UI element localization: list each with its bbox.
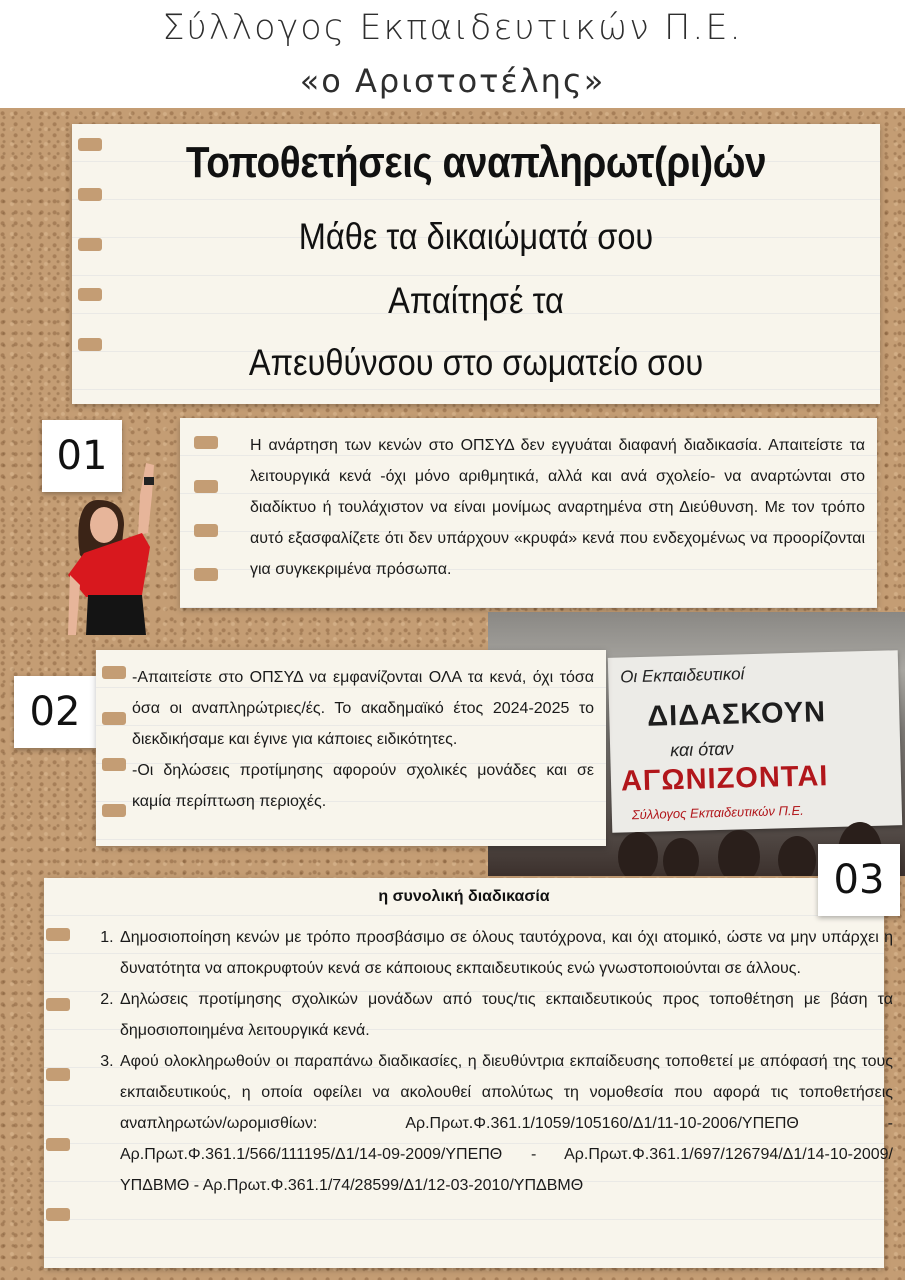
section-number-01: 01 [42, 420, 122, 492]
paper-tear [46, 1068, 70, 1081]
section-3-note [44, 878, 893, 1268]
section-1-note [180, 418, 877, 608]
section-2-note [96, 650, 606, 846]
section-1-text: Η ανάρτηση των κενών στο ΟΠΣΥΔ δεν εγγυάται διαφανή διαδικασία. Απαιτείστε τα λειτουργικά κενά -όχι μόνο αριθμητικά, αλλά και ανά σχολείο- να αναρτώνται στο διαδίκτυο ή τουλάχιστον να είναι μονίμως αναρτημένα στη Διεύθυνση. Με τον τρόπο αυτό εξασφαλίζετε ότι δεν υπάρχουν «κρυφά» κενά που ενδεχομένως να προορίζονται για συγκεκριμένα πρόσωπα. [250, 437, 865, 578]
crowd-figure [718, 830, 760, 876]
banner-text-3: και όταν [669, 738, 734, 761]
title-line-3: Απευθύνσου στο σωματείο σου [248, 342, 704, 383]
title-line-1: Μάθε τα δικαιώματά σου [298, 216, 654, 257]
crowd-figure [663, 838, 699, 876]
protest-banner [608, 650, 902, 833]
procedure-list [94, 922, 893, 1201]
paper-tear [46, 1208, 70, 1221]
banner-text-2: ΔΙΔΑΣΚΟΥΝ [646, 696, 827, 733]
list-item: 1. Δημοσιοποίηση κενών με τρόπο προσβάσιμο σε όλους ταυτόχρονα, και όχι ατομικό, ώστε να μην υπάρχει η δυνατότητα να αποκρυφτούν κενά σε κάποιους εκπαιδευτικούς ενώ γνωστοποιούνται σε άλλους. [118, 922, 893, 984]
page-title: Τοποθετήσεις αναπληρωτ(ρι)ών [185, 138, 767, 187]
paper-tear [78, 338, 102, 351]
paper-tear [102, 804, 126, 817]
paper-tear [78, 138, 102, 151]
section-3-heading: η συνολική διαδικασία [378, 888, 550, 905]
paper-tear [46, 928, 70, 941]
section-2-text [132, 662, 594, 817]
paper-tear [102, 666, 126, 679]
list-item: 2. Δηλώσεις προτίμησης σχολικών μονάδων από τους/τις εκπαιδευτικούς προς τοποθέτηση με βάση τα δημοσιοποιημένα λειτουργικά κενά. [118, 984, 893, 1046]
paper-tear [194, 524, 218, 537]
header [0, 0, 905, 108]
paper-tear [194, 480, 218, 493]
paper-tear [78, 188, 102, 201]
title-note [72, 124, 880, 404]
paper-tear [102, 712, 126, 725]
paper-tear [78, 238, 102, 251]
list-item: 3. Αφού ολοκληρωθούν οι παραπάνω διαδικασίες, η διευθύντρια εκπαίδευσης τοποθετεί με απόφασή της τους εκπαιδευτικούς, η οποία οφείλει να ακολουθεί απολύτως τη νομοθεσία που αφορά τις τοποθετήσεις αναπληρωτών/ωρομισθίων: Αρ.Πρωτ.Φ.361.1/1059/105160/Δ1/11-10-2006/ΥΠΕΠΘ - Αρ.Πρωτ.Φ.361.1/566/111195/Δ1/14-09-2009/ΥΠΕΠΘ - Αρ.Πρωτ.Φ.361.1/697/126794/Δ1/14-10-2009/ΥΠΔΒΜΘ - Αρ.Πρωτ.Φ.361.1/74/28599/Δ1/12-03-2010/ΥΠΔΒΜΘ [118, 1046, 893, 1201]
section-2-paragraph-2: -Οι δηλώσεις προτίμησης αφορούν σχολικές μονάδες και σε καμία περίπτωση περιοχές. [132, 762, 594, 810]
org-name: Σύλλογος Εκπαιδευτικών Π.Ε. [162, 8, 743, 48]
banner-text-5: Σύλλογος Εκπαιδευτικών Π.Ε. [631, 802, 804, 823]
paper-tear [46, 1138, 70, 1151]
paper-tear [46, 998, 70, 1011]
paper-tear [78, 288, 102, 301]
paper-tear [102, 758, 126, 771]
banner-text-1: Οι Εκπαιδευτικοί [620, 664, 745, 687]
paper-tear [194, 568, 218, 581]
woman-raised-fist-illustration [58, 455, 168, 640]
section-number-03: 03 [818, 844, 900, 916]
section-2-paragraph-1: -Απαιτείστε στο ΟΠΣΥΔ να εμφανίζονται ΟΛΑ τα κενά, όχι τόσα όσα οι αναπληρώτριες/ές. Το ακαδημαϊκό έτος 2024-2025 το διεκδικήσαμε και έγινε για κάποιες ειδικότητες. [132, 669, 594, 748]
org-subtitle: «ο Αριστοτέλης» [299, 62, 606, 100]
banner-text-4: ΑΓΩΝΙΖΟΝΤΑΙ [620, 760, 829, 798]
crowd-figure [618, 832, 658, 876]
title-line-2: Απαίτησέ τα [388, 280, 564, 321]
section-number-02: 02 [14, 676, 96, 748]
crowd-figure [778, 836, 816, 876]
paper-tear [194, 436, 218, 449]
